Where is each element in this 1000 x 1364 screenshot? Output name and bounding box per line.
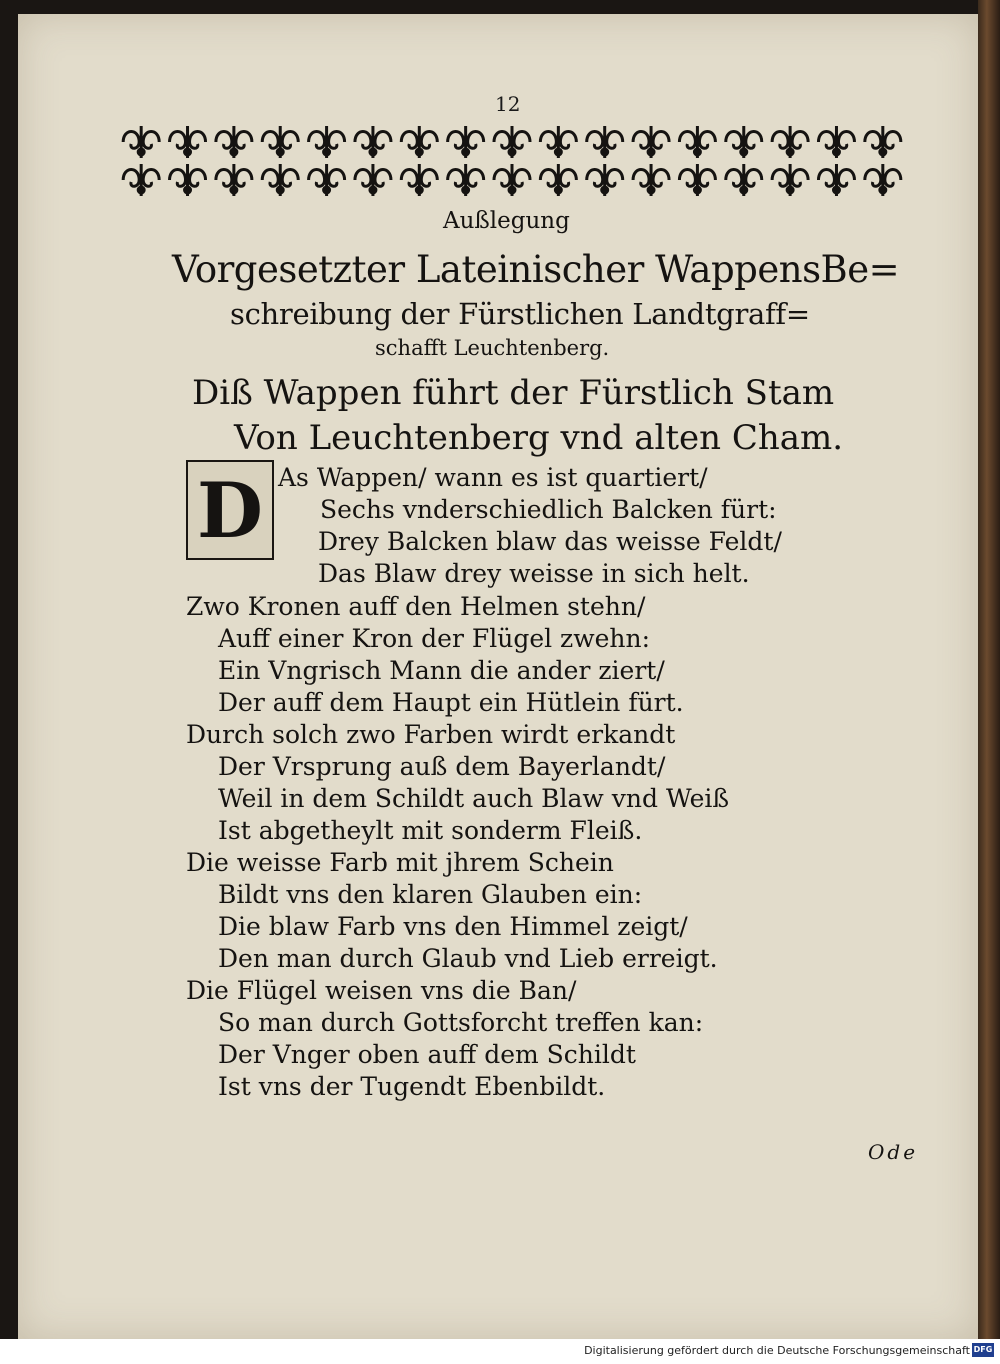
verse-line: Der auff dem Haupt ein Hütlein fürt. <box>218 688 684 717</box>
ornament-dot <box>787 187 793 193</box>
ornament-dot <box>648 149 654 155</box>
verse-line: Drey Balcken blaw das weisse Feldt/ <box>318 527 782 556</box>
ornament-dot <box>231 149 237 155</box>
verse-line: Sechs vnderschiedlich Balcken fürt: <box>320 495 777 524</box>
ornament-dot <box>277 187 283 193</box>
heading-line-3: schreibung der Fürstlichen Landtgraff= <box>230 297 810 331</box>
verse-line: Auff einer Kron der Flügel zwehn: <box>218 624 651 653</box>
verse-line: Das Blaw drey weisse in sich helt. <box>318 559 750 588</box>
verse-line: As Wappen/ wann es ist quartiert/ <box>278 463 708 492</box>
ornament-dot <box>555 187 561 193</box>
ornament-dot <box>509 187 515 193</box>
ornament-dot <box>324 149 330 155</box>
verse-line: Der Vnger oben auff dem Schildt <box>218 1040 636 1069</box>
catchword: Ode <box>868 1140 919 1164</box>
ornament-dot <box>694 187 700 193</box>
ornament-dot <box>880 149 886 155</box>
ornament-dot <box>324 187 330 193</box>
verse-line: Bildt vns den klaren Glauben ein: <box>218 880 643 909</box>
ornament-dot <box>602 149 608 155</box>
verse-line: Ist vns der Tugendt Ebenbildt. <box>218 1072 606 1101</box>
ornament-dot <box>138 149 144 155</box>
heading-line-2: Vorgesetzter Lateinischer WappensBe= <box>172 248 900 291</box>
ornament-dot <box>833 149 839 155</box>
ornament-dot <box>231 187 237 193</box>
verse-line: Zwo Kronen auff den Helmen stehn/ <box>186 592 646 621</box>
dfg-logo: DFG <box>972 1343 994 1357</box>
ornament-dot <box>185 149 191 155</box>
ornament-dot <box>555 149 561 155</box>
ornamental-headpiece <box>118 122 906 200</box>
couplet-line-2: Von Leuchtenberg vnd alten Cham. <box>234 418 844 458</box>
ornament-dot <box>277 149 283 155</box>
ornament-dot <box>138 187 144 193</box>
ornament-dot <box>416 187 422 193</box>
verse-line: Den man durch Glaub vnd Lieb erreigt. <box>218 944 718 973</box>
ornament-dot <box>370 187 376 193</box>
verse-line: Der Vrsprung auß dem Bayerlandt/ <box>218 752 666 781</box>
ornament-dot <box>787 149 793 155</box>
ornament-dot <box>602 187 608 193</box>
ornament-dot <box>509 149 515 155</box>
verse-line: So man durch Gottsforcht treffen kan: <box>218 1008 704 1037</box>
verse-line: Die blaw Farb vns den Himmel zeigt/ <box>218 912 688 941</box>
ornament-dot <box>463 149 469 155</box>
couplet-line-1: Diß Wappen führt der Fürstlich Stam <box>192 373 835 413</box>
verse-line: Ist abgetheylt mit sonderm Fleiß. <box>218 816 643 845</box>
page-number: 12 <box>495 92 521 116</box>
heading-line-1: Außlegung <box>443 208 570 234</box>
digitization-credit: Digitalisierung gefördert durch die Deutsche Forschungsgemeinschaft <box>584 1344 970 1357</box>
ornament-dot <box>185 187 191 193</box>
verse-line: Die weisse Farb mit jhrem Schein <box>186 848 614 877</box>
heading-line-4: schafft Leuchtenberg. <box>375 336 610 360</box>
ornament-dot <box>648 187 654 193</box>
ornament-dot <box>741 187 747 193</box>
book-spine-edge <box>978 0 1000 1364</box>
ornament-dot <box>880 187 886 193</box>
ornament-dot <box>463 187 469 193</box>
ornament-dot <box>416 149 422 155</box>
ornament-dot <box>370 149 376 155</box>
verse-line: Durch solch zwo Farben wirdt erkandt <box>186 720 676 749</box>
ornament-dot <box>741 149 747 155</box>
initial-letter: D <box>197 466 263 555</box>
verse-line: Ein Vngrisch Mann die ander ziert/ <box>218 656 665 685</box>
verse-line: Weil in dem Schildt auch Blaw vnd Weiß <box>218 784 730 813</box>
ornament-dot <box>833 187 839 193</box>
verse-line: Die Flügel weisen vns die Ban/ <box>186 976 577 1005</box>
ornament-dot <box>694 149 700 155</box>
decorated-initial <box>186 460 274 560</box>
